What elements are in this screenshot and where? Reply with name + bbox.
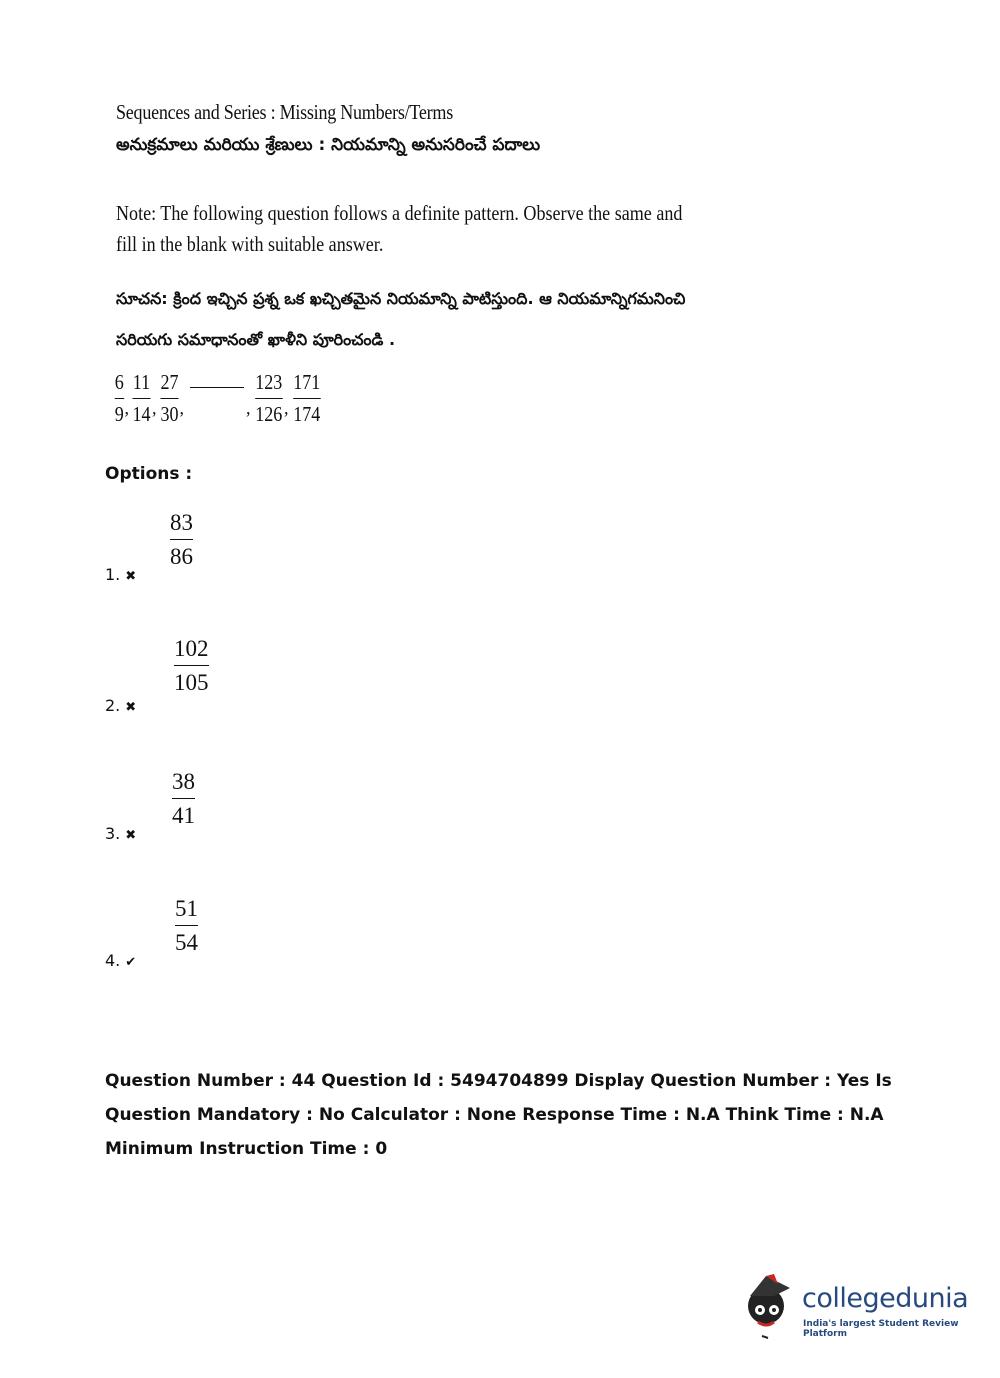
cross-icon: ✖: [125, 828, 137, 843]
sequence-term-6: $\frac{171}{174}$: [292, 370, 320, 426]
options-label: Options :: [105, 464, 193, 484]
cross-icon: ✖: [125, 700, 137, 715]
sequence-term-1: $\frac{6}{9}$: [114, 370, 124, 426]
check-icon: ✔: [125, 955, 137, 970]
logo-name: collegedunia: [802, 1283, 969, 1314]
section-title-english: Sequences and Series : Missing Numbers/Terms: [116, 100, 453, 124]
cross-icon: ✖: [125, 569, 137, 584]
sequence-term-3: $\frac{27}{30}$: [159, 370, 179, 426]
option-2-fraction: $\frac{102}{105}$: [174, 636, 209, 695]
option-4-fraction: $\frac{51}{54}$: [175, 896, 198, 955]
sequence-term-2: $\frac{11}{14}$: [132, 370, 151, 426]
question-metadata: Question Number : 44 Question Id : 5494704899 Display Question Number : Yes Is Question Mandatory : No Calculator : None Response Time : N.A Think Time : N.A Minimum Instruction Time : 0: [105, 1071, 892, 1159]
mascot-icon: [748, 1274, 790, 1338]
question-sequence: $\frac{6}{9}$ , $\frac{11}{14}$ , $\frac{27}{30}$ , , $\frac{123}{126}$ , $\frac{171}{174}$: [114, 370, 320, 426]
note-english: Note: The following question follows a definite pattern. Observe the same and fill in the blank with suitable answer.: [116, 201, 683, 256]
option-4[interactable]: 4. ✔: [105, 951, 137, 970]
section-title-telugu: అనుక్రమాలు మరియు శ్రేణులు : నియమాన్ని అనుసరించే పదాలు: [116, 135, 541, 155]
sequence-term-5: $\frac{123}{126}$: [254, 370, 282, 426]
logo-tagline: India's largest Student Review Platform: [803, 1319, 959, 1339]
option-1[interactable]: 1. ✖: [105, 565, 137, 584]
option-3-fraction: $\frac{38}{41}$: [172, 769, 195, 828]
sequence-blank: [190, 387, 244, 388]
note-telugu: సూచన: క్రింద ఇచ్చిన ప్రశ్న ఒక ఖచ్చితమైన నియమాన్ని పాటిస్తుంది. ఆ నియమాన్నిగమనించి సరియగు సమాధానంతో ఖాళీని పూరించండి .: [116, 289, 686, 349]
option-2[interactable]: 2. ✖: [105, 696, 137, 715]
option-1-fraction: $\frac{83}{86}$: [170, 510, 193, 569]
option-3[interactable]: 3. ✖: [105, 824, 137, 843]
